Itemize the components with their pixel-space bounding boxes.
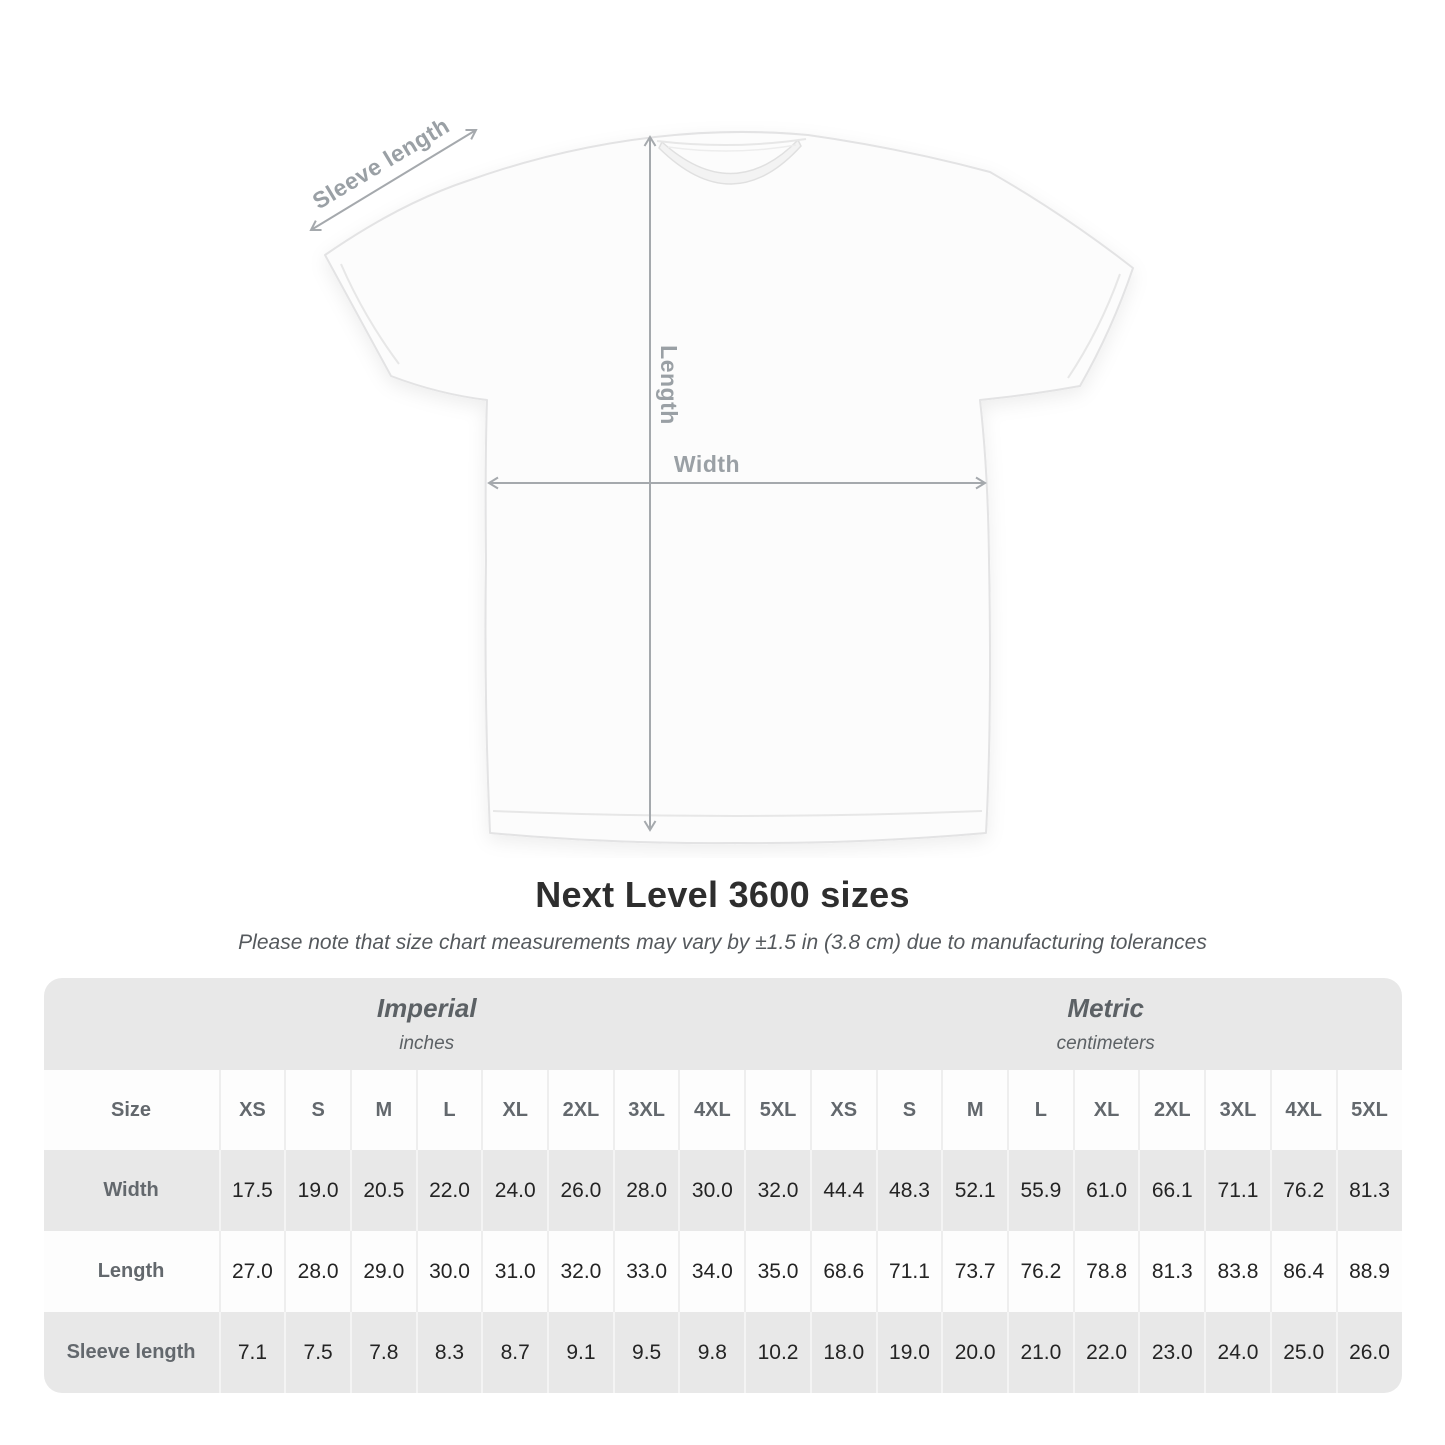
imperial-value-cell: 9.5: [613, 1312, 679, 1393]
imperial-value-cell: 33.0: [613, 1231, 679, 1312]
metric-value-cell: 23.0: [1138, 1312, 1204, 1393]
size-table: [44, 978, 1402, 1393]
metric-value-cell: 25.0: [1270, 1312, 1336, 1393]
imperial-value-cell: 9.1: [547, 1312, 613, 1393]
size-col-header-s: S: [876, 1070, 942, 1150]
metric-value-cell: 22.0: [1073, 1312, 1139, 1393]
metric-value-cell: 26.0: [1336, 1312, 1402, 1393]
metric-value-cell: 21.0: [1007, 1312, 1073, 1393]
imperial-value-cell: 32.0: [744, 1150, 810, 1231]
imperial-value-cell: 34.0: [678, 1231, 744, 1312]
metric-value-cell: 44.4: [810, 1150, 876, 1231]
metric-value-cell: 66.1: [1138, 1150, 1204, 1231]
imperial-value-cell: 7.5: [284, 1312, 350, 1393]
measurement-row-length: [44, 1231, 1402, 1312]
unit-group-row: [44, 978, 1402, 1070]
size-col-header-xl: XL: [481, 1070, 547, 1150]
imperial-value-cell: 35.0: [744, 1231, 810, 1312]
unit-group-metric: [810, 978, 1402, 1070]
imperial-value-cell: 17.5: [219, 1150, 285, 1231]
size-col-header-xs: XS: [219, 1070, 285, 1150]
size-col-header-xl: XL: [1073, 1070, 1139, 1150]
metric-value-cell: 24.0: [1204, 1312, 1270, 1393]
imperial-value-cell: 28.0: [284, 1231, 350, 1312]
size-col-header-3xl: 3XL: [1204, 1070, 1270, 1150]
imperial-value-cell: 26.0: [547, 1150, 613, 1231]
metric-value-cell: 71.1: [1204, 1150, 1270, 1231]
size-col-header-2xl: 2XL: [547, 1070, 613, 1150]
width-label: Width: [673, 451, 741, 477]
imperial-value-cell: 29.0: [350, 1231, 416, 1312]
imperial-value-cell: 8.7: [481, 1312, 547, 1393]
imperial-value-cell: 30.0: [678, 1150, 744, 1231]
metric-value-cell: 20.0: [941, 1312, 1007, 1393]
metric-value-cell: 48.3: [876, 1150, 942, 1231]
imperial-value-cell: 7.1: [219, 1312, 285, 1393]
metric-value-cell: 55.9: [1007, 1150, 1073, 1231]
metric-value-cell: 78.8: [1073, 1231, 1139, 1312]
size-table-container: [44, 978, 1402, 1393]
metric-value-cell: 86.4: [1270, 1231, 1336, 1312]
size-col-header-5xl: 5XL: [1336, 1070, 1402, 1150]
shirt-silhouette: [325, 132, 1133, 843]
metric-value-cell: 52.1: [941, 1150, 1007, 1231]
size-col-header-4xl: 4XL: [678, 1070, 744, 1150]
page-title: Next Level 3600 sizes: [535, 874, 910, 915]
size-col-header-l: L: [416, 1070, 482, 1150]
imperial-value-cell: 27.0: [219, 1231, 285, 1312]
imperial-value-cell: 24.0: [481, 1150, 547, 1231]
imperial-value-cell: 7.8: [350, 1312, 416, 1393]
imperial-value-cell: 22.0: [416, 1150, 482, 1231]
imperial-value-cell: 19.0: [284, 1150, 350, 1231]
unit-group-sublabel: inches: [399, 1033, 455, 1054]
table-body: [44, 978, 1402, 1393]
metric-value-cell: 68.6: [810, 1231, 876, 1312]
metric-value-cell: 76.2: [1007, 1231, 1073, 1312]
imperial-value-cell: 28.0: [613, 1150, 679, 1231]
length-label: Length: [656, 345, 682, 425]
size-col-header-3xl: 3XL: [613, 1070, 679, 1150]
metric-value-cell: 18.0: [810, 1312, 876, 1393]
metric-value-cell: 76.2: [1270, 1150, 1336, 1231]
metric-value-cell: 81.3: [1138, 1231, 1204, 1312]
sleeve-length-label: Sleeve length: [307, 112, 454, 215]
imperial-value-cell: 32.0: [547, 1231, 613, 1312]
measurement-row-sleeve-length: [44, 1312, 1402, 1393]
imperial-value-cell: 9.8: [678, 1312, 744, 1393]
imperial-value-cell: 20.5: [350, 1150, 416, 1231]
imperial-value-cell: 8.3: [416, 1312, 482, 1393]
imperial-value-cell: 31.0: [481, 1231, 547, 1312]
size-col-header-5xl: 5XL: [744, 1070, 810, 1150]
size-col-header-l: L: [1007, 1070, 1073, 1150]
size-col-header-2xl: 2XL: [1138, 1070, 1204, 1150]
size-col-header-m: M: [941, 1070, 1007, 1150]
metric-value-cell: 81.3: [1336, 1150, 1402, 1231]
tshirt-graphic: [325, 132, 1133, 843]
metric-value-cell: 19.0: [876, 1312, 942, 1393]
tolerance-note: Please note that size chart measurements may vary by ±1.5 in (3.8 cm) due to manufacturing tolerances: [238, 931, 1207, 954]
unit-group-imperial: [44, 978, 810, 1070]
size-header-row: [44, 1070, 1402, 1150]
imperial-value-cell: 10.2: [744, 1312, 810, 1393]
imperial-value-cell: 30.0: [416, 1231, 482, 1312]
row-label: Width: [44, 1150, 219, 1231]
unit-group-label: Metric: [1067, 993, 1144, 1023]
metric-value-cell: 88.9: [1336, 1231, 1402, 1312]
row-label: Sleeve length: [44, 1312, 219, 1393]
metric-value-cell: 61.0: [1073, 1150, 1139, 1231]
size-col-header-4xl: 4XL: [1270, 1070, 1336, 1150]
size-col-header-m: M: [350, 1070, 416, 1150]
size-col-header-xs: XS: [810, 1070, 876, 1150]
size-header: Size: [44, 1070, 219, 1150]
size-col-header-s: S: [284, 1070, 350, 1150]
unit-group-sublabel: centimeters: [1056, 1033, 1155, 1054]
measurement-row-width: [44, 1150, 1402, 1231]
metric-value-cell: 73.7: [941, 1231, 1007, 1312]
row-label: Length: [44, 1231, 219, 1312]
metric-value-cell: 83.8: [1204, 1231, 1270, 1312]
metric-value-cell: 71.1: [876, 1231, 942, 1312]
unit-group-label: Imperial: [376, 993, 477, 1023]
